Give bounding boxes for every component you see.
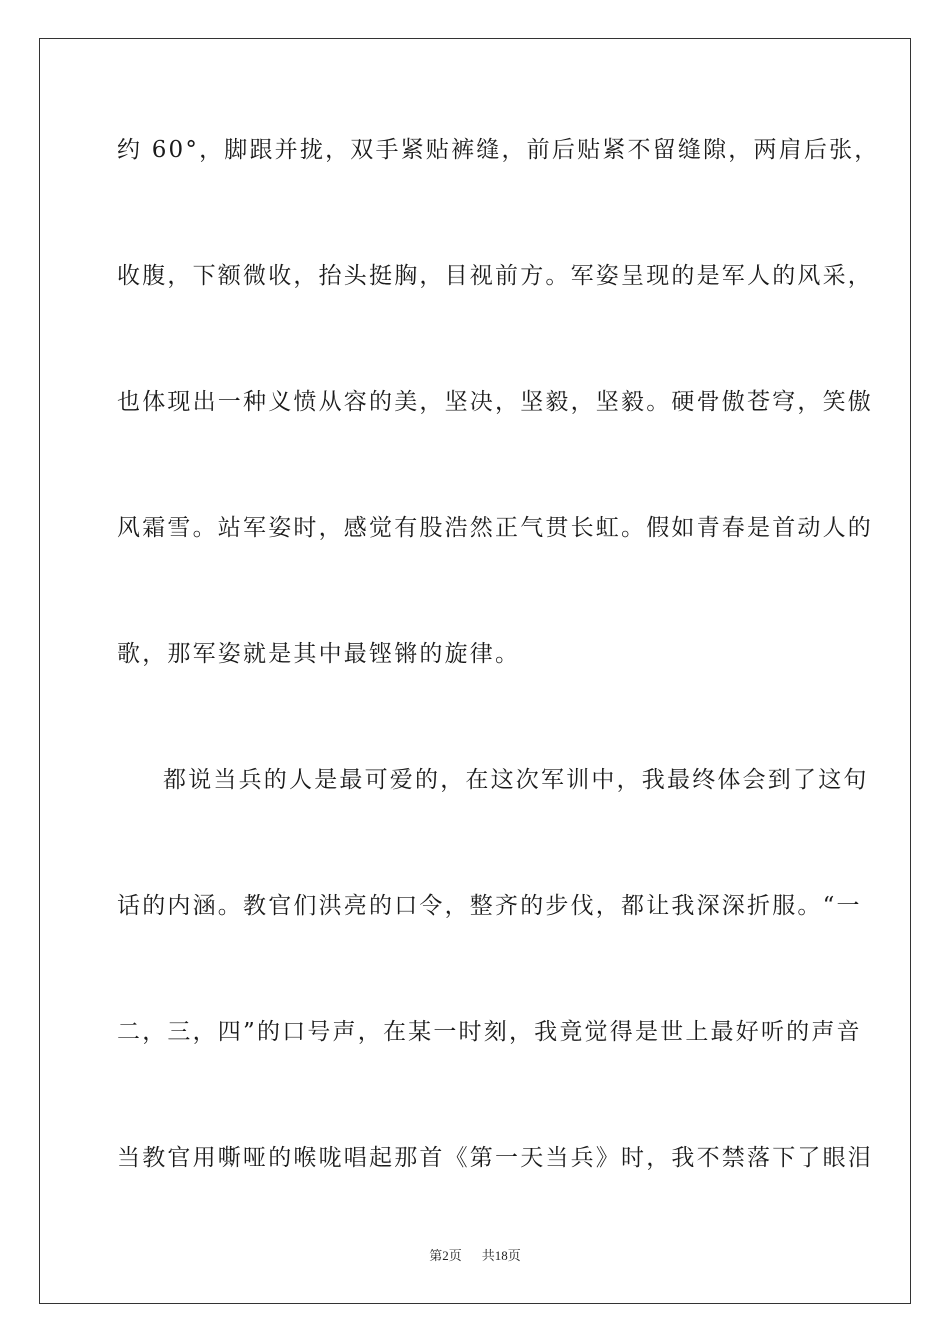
page-number-current: 第2页 (429, 1248, 462, 1263)
page-border (39, 38, 911, 1304)
paragraph-start-line: 都说当兵的人是最可爱的，在这次军训中，我最终体会到了这句 (163, 767, 869, 793)
text-line-7: 话的内涵。教官们洪亮的口令，整齐的步伐，都让我深深折服。“一 (117, 893, 862, 919)
text-line-1: 约 60°，脚跟并拢，双手紧贴裤缝，前后贴紧不留缝隙，两肩后张， (117, 137, 880, 163)
page-footer (0, 1248, 950, 1264)
page-number-total: 共18页 (481, 1248, 521, 1263)
text-line-9: 当教官用嘶哑的喉咙唱起那首《第一天当兵》时，我不禁落下了眼泪 (117, 1145, 873, 1171)
text-line-8: 二，三，四”的口号声，在某一时刻，我竟觉得是世上最好听的声音 (117, 1019, 862, 1045)
text-line-4: 风霜雪。站军姿时，感觉有股浩然正气贯长虹。假如青春是首动人的 (117, 515, 873, 541)
text-line-2: 收腹，下额微收，抬头挺胸，目视前方。军姿呈现的是军人的风采， (117, 263, 873, 289)
text-line-5: 歌，那军姿就是其中最铿锵的旋律。 (117, 641, 521, 667)
text-line-3: 也体现出一种义愤从容的美，坚决，坚毅，坚毅。硬骨傲苍穹，笑傲 (117, 389, 873, 415)
